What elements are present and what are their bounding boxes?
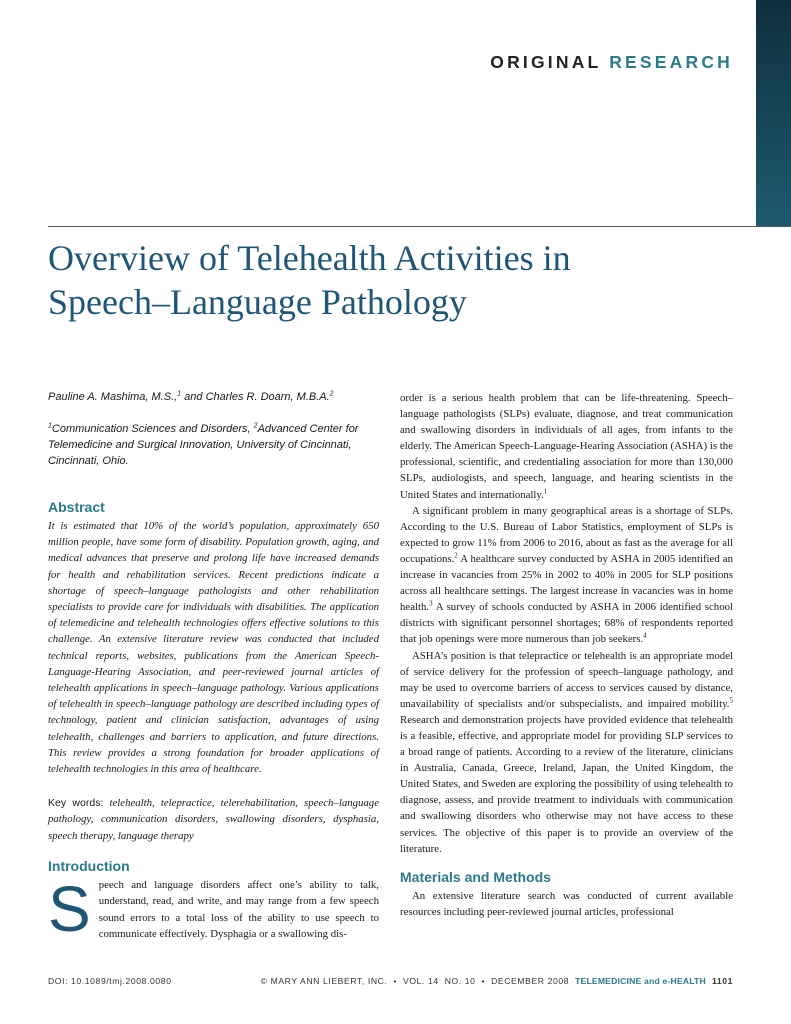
keywords-label: Key words:	[48, 797, 104, 810]
author-1: Pauline A. Mashima, M.S.,	[48, 391, 178, 403]
affil-2: Advanced Center for Telemedicine and Surgical Innovation, University of Cincinnati, Cincinnati, Ohio.	[48, 423, 359, 467]
author-1-sup: 1	[177, 390, 182, 398]
introduction-text	[48, 872, 379, 945]
affil-1-sup: 1	[48, 422, 52, 430]
author-2-sup: 2	[329, 390, 334, 398]
affil-1: Communication Sciences and Disorders,	[51, 423, 254, 435]
paragraph-3a-ref: 5	[729, 696, 733, 705]
header-divider	[48, 226, 791, 227]
author-and: and	[181, 391, 206, 403]
title-line2: Speech–Language Pathology	[48, 282, 467, 322]
paragraph-3	[400, 648, 733, 857]
paragraph-2a-text: A significant problem in many geographical areas is a shortage of SLPs. According to the U.S. Bureau of Labor Statistics, employment of SLPs is expected to grow 11% from 2006 to 2016, about as fast as the average for all occupations.	[400, 504, 733, 565]
paragraph-1-text: order is a serious health problem that can be life-threatening. Speech–language pathologists (SLPs) evaluate, diagnose, and treat communication and swallowing disorders in individuals of all ages, from infants to the elderly. The American Speech-Language-Hearing Association (ASHA) is the professional, scientific, and credentialing association for more than 130,000 SLPs, audiologists, and speech, language, and hearing scientists in the United States and internationally.	[400, 392, 733, 501]
section-label-word1: ORIGINAL	[490, 52, 602, 72]
abstract-heading: Abstract	[48, 499, 105, 515]
paragraph-2a-ref: 2	[454, 551, 458, 560]
keywords	[48, 795, 379, 844]
paragraph-1-ref: 1	[543, 486, 548, 495]
abstract-text: It is estimated that 10% of the world’s population, approximately 650 million people, have some form of disability. Population growth, aging, and medical advances that preserve and prolong life have increased demands for health and rehabilitation services. Recent predictions indicate a shortage of speech–language pathologists and other rehabilitation specialists to provide care for individuals with disabilities. The application of telemedicine and telehealth technologies offers effective solutions to this challenge. An extensive literature review was conducted that included technical reports, websites, publications from the American Speech-Language-Hearing Association, and peer-reviewed journal articles of telehealth applications in speech–language pathology. Various applications of telehealth in speech–language pathology are described including types of technology, patient and clinician satisfaction, advantages of using telehealth, challenges and barriers to application, and future directions. This review provides a strong foundation for broader applications of telehealth technologies in this area of healthcare.	[48, 520, 379, 776]
left-column	[48, 390, 379, 943]
author-2: Charles R. Doarn, M.B.A.	[205, 391, 330, 403]
paragraph-4: An extensive literature search was conducted of current available resources including peer-reviewed journal articles, professional	[400, 889, 733, 918]
paragraph-3a-text: ASHA’s position is that telepractice or telehealth is an appropriate model of service delivery for the profession of speech–language pathology, and may be used to overcome barriers of access to services caused by distance, unavailability of specialists and/or subspecialists, and impaired mobility.	[400, 649, 733, 710]
footer-publisher: © MARY ANN LIEBERT, INC. • VOL. 14 NO. 10 • DECEMBER 2008	[260, 976, 576, 986]
section-label-word2: RESEARCH	[609, 52, 733, 72]
doi-link[interactable]: DOI: 10.1089/tmj.2008.0080	[48, 976, 172, 986]
footer-citation	[261, 976, 733, 986]
author-list	[48, 390, 379, 405]
paragraph-2c-text: A survey of schools conducted by ASHA in 2006 identified school districts with significant personnel shortages; 68% of respondents reported that job openings were more numerous than job seekers.	[400, 601, 733, 646]
article-title	[48, 236, 698, 324]
paragraph-2c-ref: 4	[643, 631, 647, 640]
paragraph-2b-text: A healthcare survey conducted by ASHA in 2005 identified an increase in vacancies from 25% in 2002 to 40% in 2005 for SLP positions across all healthcare settings. The largest increase in vacancies was in home health.	[400, 552, 733, 614]
right-column	[400, 390, 733, 920]
paragraph-3b-text: Research and demonstration projects have provided evidence that telehealth is a feasible, effective, and appropriate model for providing SLP services to a broad range of patients. According to a review of the literature, clinicians in Australia, Canada, Greece, Ireland, Japan, the United Kingdom, the United States, and Sweden are exploring the possibility of using telehealth to diagnose, assess, and provide treatment to individuals with communication and swallowing disorders who otherwise may not have access to these services. The objective of this paper is to provide an overview of the literature.	[400, 713, 733, 855]
introduction-heading: Introduction	[48, 857, 130, 874]
keywords-value: telehealth, telepractice, telerehabilitation, speech–language pathology, communication disorders, swallowing disorders, dysphasia, speech therapy, language therapy	[48, 797, 379, 842]
paragraph-1	[400, 390, 733, 503]
paragraph-2b-ref: 3	[429, 599, 433, 608]
title-line1: Overview of Telehealth Activities in	[48, 238, 571, 278]
footer-journal: TELEMEDICINE and e-HEALTH	[575, 976, 706, 986]
page-number: 1101	[711, 976, 733, 986]
section-label	[490, 52, 733, 73]
drop-cap: S	[48, 872, 91, 945]
introduction-body: peech and language disorders affect one’s ability to talk, understand, read, and write, and may range from a few speech sound errors to a total loss of the ability to use speech to communicate effectively. Dysphagia or a swallowing dis-	[98, 878, 379, 941]
methods-heading: Materials and Methods	[400, 868, 551, 885]
paragraph-2	[400, 503, 733, 648]
affil-2-sup: 2	[253, 422, 258, 430]
header-color-bar	[756, 0, 791, 226]
affiliations	[48, 421, 379, 469]
